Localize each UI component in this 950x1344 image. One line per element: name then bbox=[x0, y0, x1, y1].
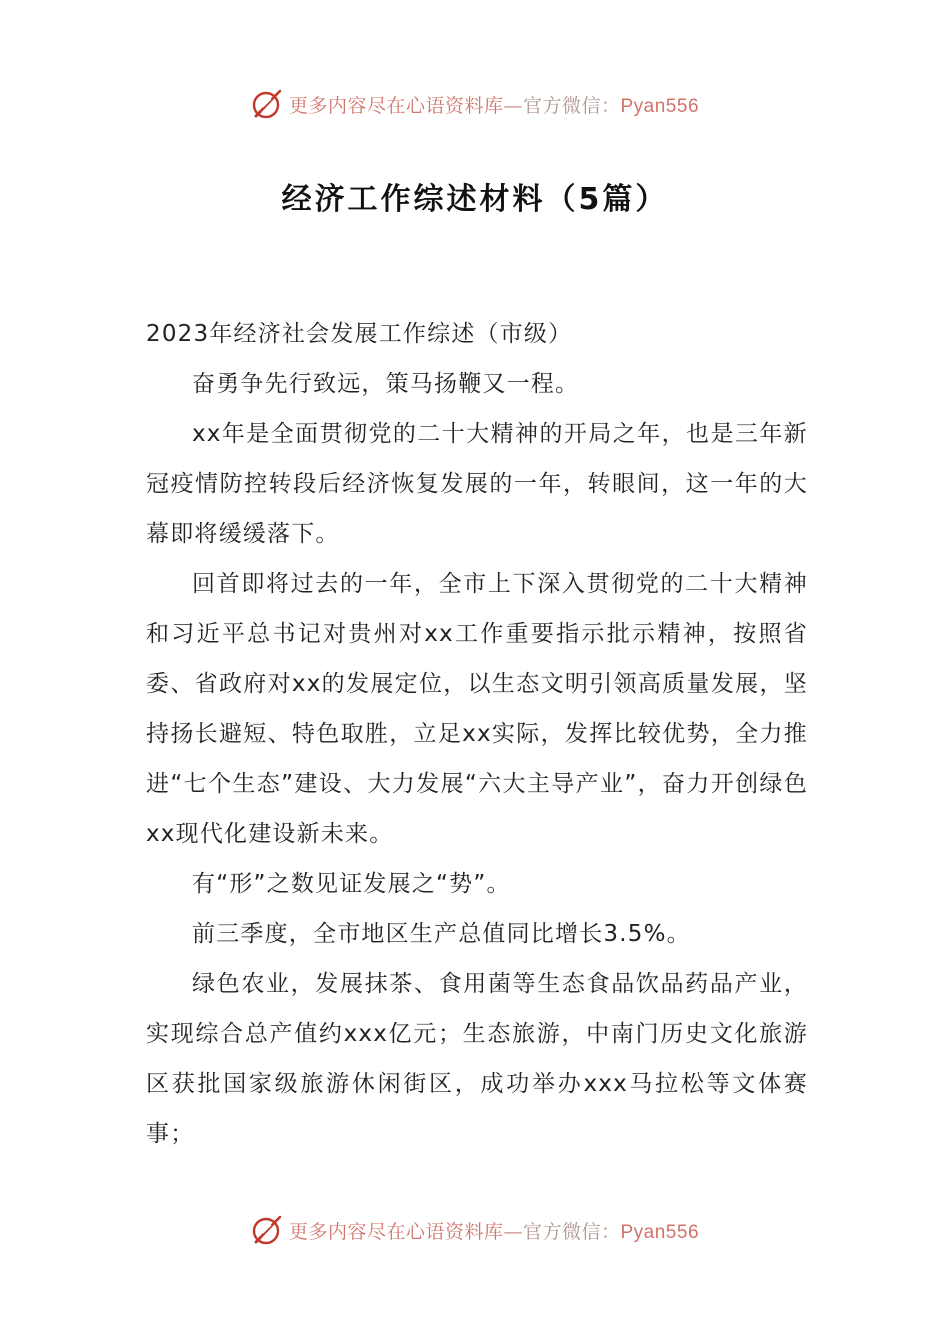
paragraph: xx年是全面贯彻党的二十大精神的开局之年，也是三年新冠疫情防控转段后经济恢复发展的一年，转眼间，这一年的大幕即将缓缓落下。 bbox=[146, 421, 808, 547]
watermark-id: Pyan556 bbox=[620, 95, 700, 117]
watermark-main: 更多内容尽在心语资料库 bbox=[288, 94, 504, 117]
footer-watermark bbox=[0, 1210, 950, 1250]
paragraph: 有“形”之数见证发展之“势”。 bbox=[192, 871, 511, 897]
pen-nib-logo-icon bbox=[251, 1213, 285, 1247]
paragraph: 回首即将过去的一年，全市上下深入贯彻党的二十大精神和习近平总书记对贵州对xx工作重要指示批示精神，按照省委、省政府对xx的发展定位，以生态文明引领高质量发展，坚持扬长避短、特色取胜，立足xx实际，发挥比较优势，全力推进“七个生态”建设、大力发展“六大主导产业”，奋力开创绿色xx现代化建设新未来。 bbox=[146, 571, 808, 847]
watermark-official: 官方微信： bbox=[522, 1220, 621, 1243]
section-heading: 2023年经济社会发展工作综述（市级） bbox=[146, 321, 573, 347]
watermark-text bbox=[289, 91, 699, 118]
watermark-id: Pyan556 bbox=[620, 1221, 700, 1243]
header-watermark bbox=[0, 84, 950, 124]
paragraph: 前三季度，全市地区生产总值同比增长3.5%。 bbox=[192, 921, 691, 947]
paragraph: 奋勇争先行致远，策马扬鞭又一程。 bbox=[192, 371, 580, 397]
watermark-dash: — bbox=[503, 94, 523, 117]
pen-nib-logo-icon bbox=[251, 87, 285, 121]
paragraph: 绿色农业，发展抹茶、食用菌等生态食品饮品药品产业，实现综合总产值约xxx亿元；生态旅游，中南门历史文化旅游区获批国家级旅游休闲街区，成功举办xxx马拉松等文体赛事； bbox=[146, 971, 808, 1147]
watermark-dash: — bbox=[503, 1220, 523, 1243]
watermark-official: 官方微信： bbox=[522, 94, 621, 117]
document-title: 经济工作综述材料（5篇） bbox=[281, 182, 669, 217]
watermark-text bbox=[289, 1217, 699, 1244]
document-body bbox=[146, 309, 808, 1159]
watermark-main: 更多内容尽在心语资料库 bbox=[288, 1220, 504, 1243]
